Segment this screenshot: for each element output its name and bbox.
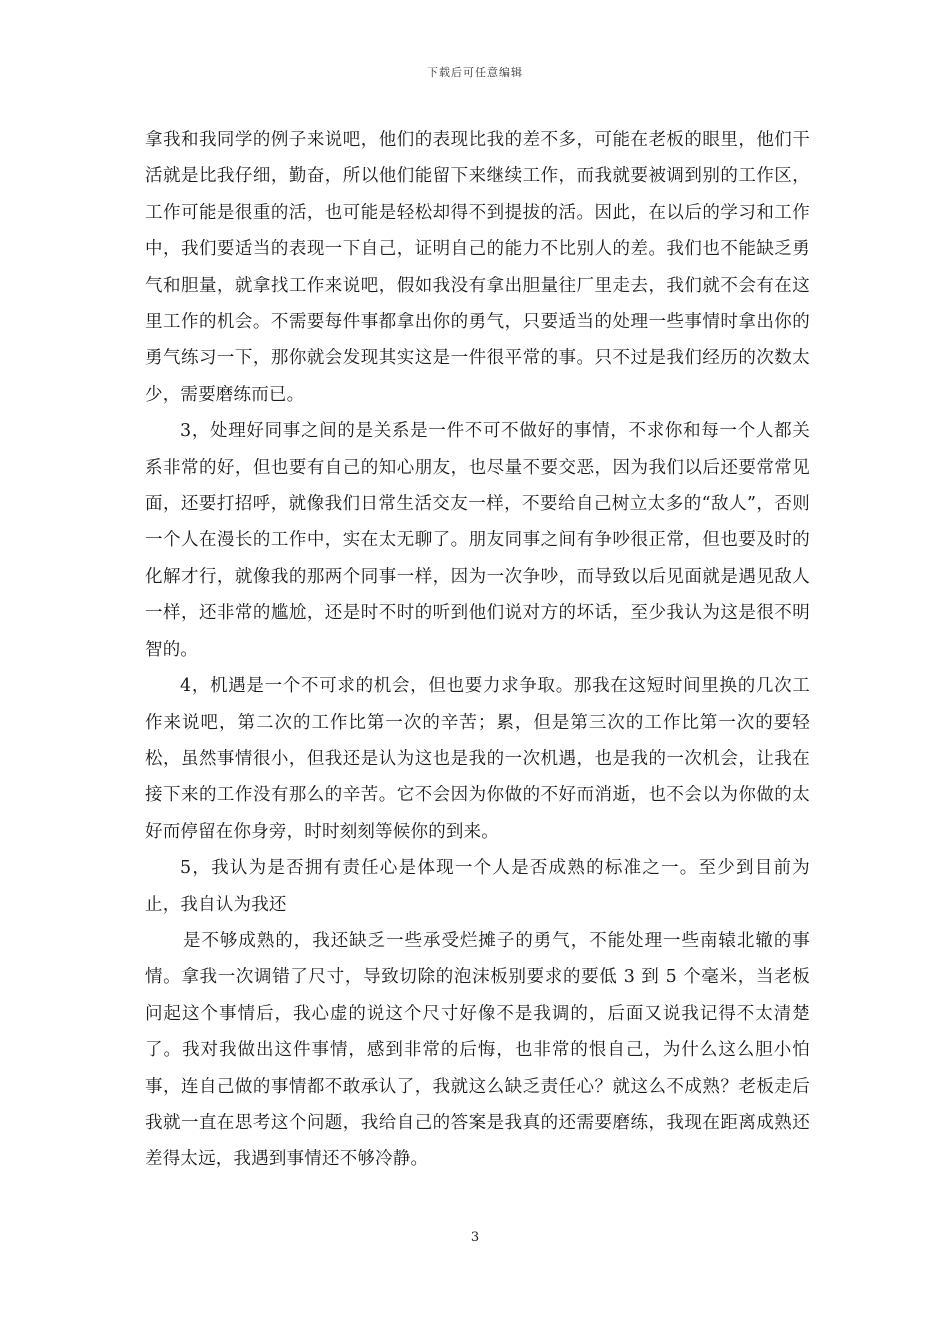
paragraph-point-5: 5，我认为是否拥有责任心是体现一个人是否成熟的标准之一。至少到目前为止，我自认为我还 (145, 858, 810, 915)
document-body (145, 122, 810, 1178)
paragraph-continuation: 拿我和我同学的例子来说吧，他们的表现比我的差不多，可能在老板的眼里，他们干活就是比我仔细，勤奋，所以他们能留下来继续工作，而我就要被调到别的工作区，工作可能是很重的活，也可能是轻松却得不到提拔的活。因此，在以后的学习和工作中，我们要适当的表现一下自己，证明自己的能力不比别人的差。我们也不能缺乏勇气和胆量，就拿找工作来说吧，假如我没有拿出胆量往厂里走去，我们就不会有在这里工作的机会。不需要每件事都拿出你的勇气，只要适当的处理一些事情时拿出你的勇气练习一下，那你就会发现其实这是一件很平常的事。只不过是我们经历的次数太少，需要磨练而已。 (145, 130, 810, 405)
paragraph-point-4: 4，机遇是一个不可求的机会，但也要力求争取。那我在这短时间里换的几次工作来说吧，第二次的工作比第一次的辛苦；累，但是第三次的工作比第一次的要轻松，虽然事情很小，但我还是认为这也是我的一次机遇，也是我的一次机会，让我在接下来的工作没有那么的辛苦。它不会因为你做的不好而消逝，也不会以为你做的太好而停留在你身旁，时时刻刻等候你的到来。 (145, 676, 810, 842)
page-header: 下载后可任意编辑 (427, 66, 523, 79)
paragraph-point-5-continued: 是不够成熟的，我还缺乏一些承受烂摊子的勇气，不能处理一些南辕北辙的事情。拿我一次调错了尺寸，导致切除的泡沫板别要求的要低 3 到 5 个毫米，当老板问起这个事情后，我心虚的说这个尺寸好像不是我调的，后面又说我记得不太清楚了。我对我做出这件事情，感到非常的后悔，也非常的恨自己，为什么这么胆小怕事，连自己做的事情都不敢承认了，我就这么缺乏责任心？就这么不成熟？老板走后我就一直在思考这个问题，我给自己的答案是我真的还需要磨练，我现在距离成熟还差得太远，我遇到事情还不够冷静。 (145, 930, 810, 1170)
page-number: 3 (470, 1230, 480, 1245)
paragraph-point-3: 3，处理好同事之间的是关系是一件不可不做好的事情，不求你和每一个人都关系非常的好，但也要有自己的知心朋友，也尽量不要交恶，因为我们以后还要常常见面，还要打招呼，就像我们日常生活交友一样，不要给自己树立太多的“敌人”，否则一个人在漫长的工作中，实在太无聊了。朋友同事之间有争吵很正常，但也要及时的化解才行，就像我的那两个同事一样，因为一次争吵，而导致以后见面就是遇见敌人一样，还非常的尴尬，还是时不时的听到他们说对方的坏话，至少我认为这是很不明智的。 (145, 421, 810, 660)
